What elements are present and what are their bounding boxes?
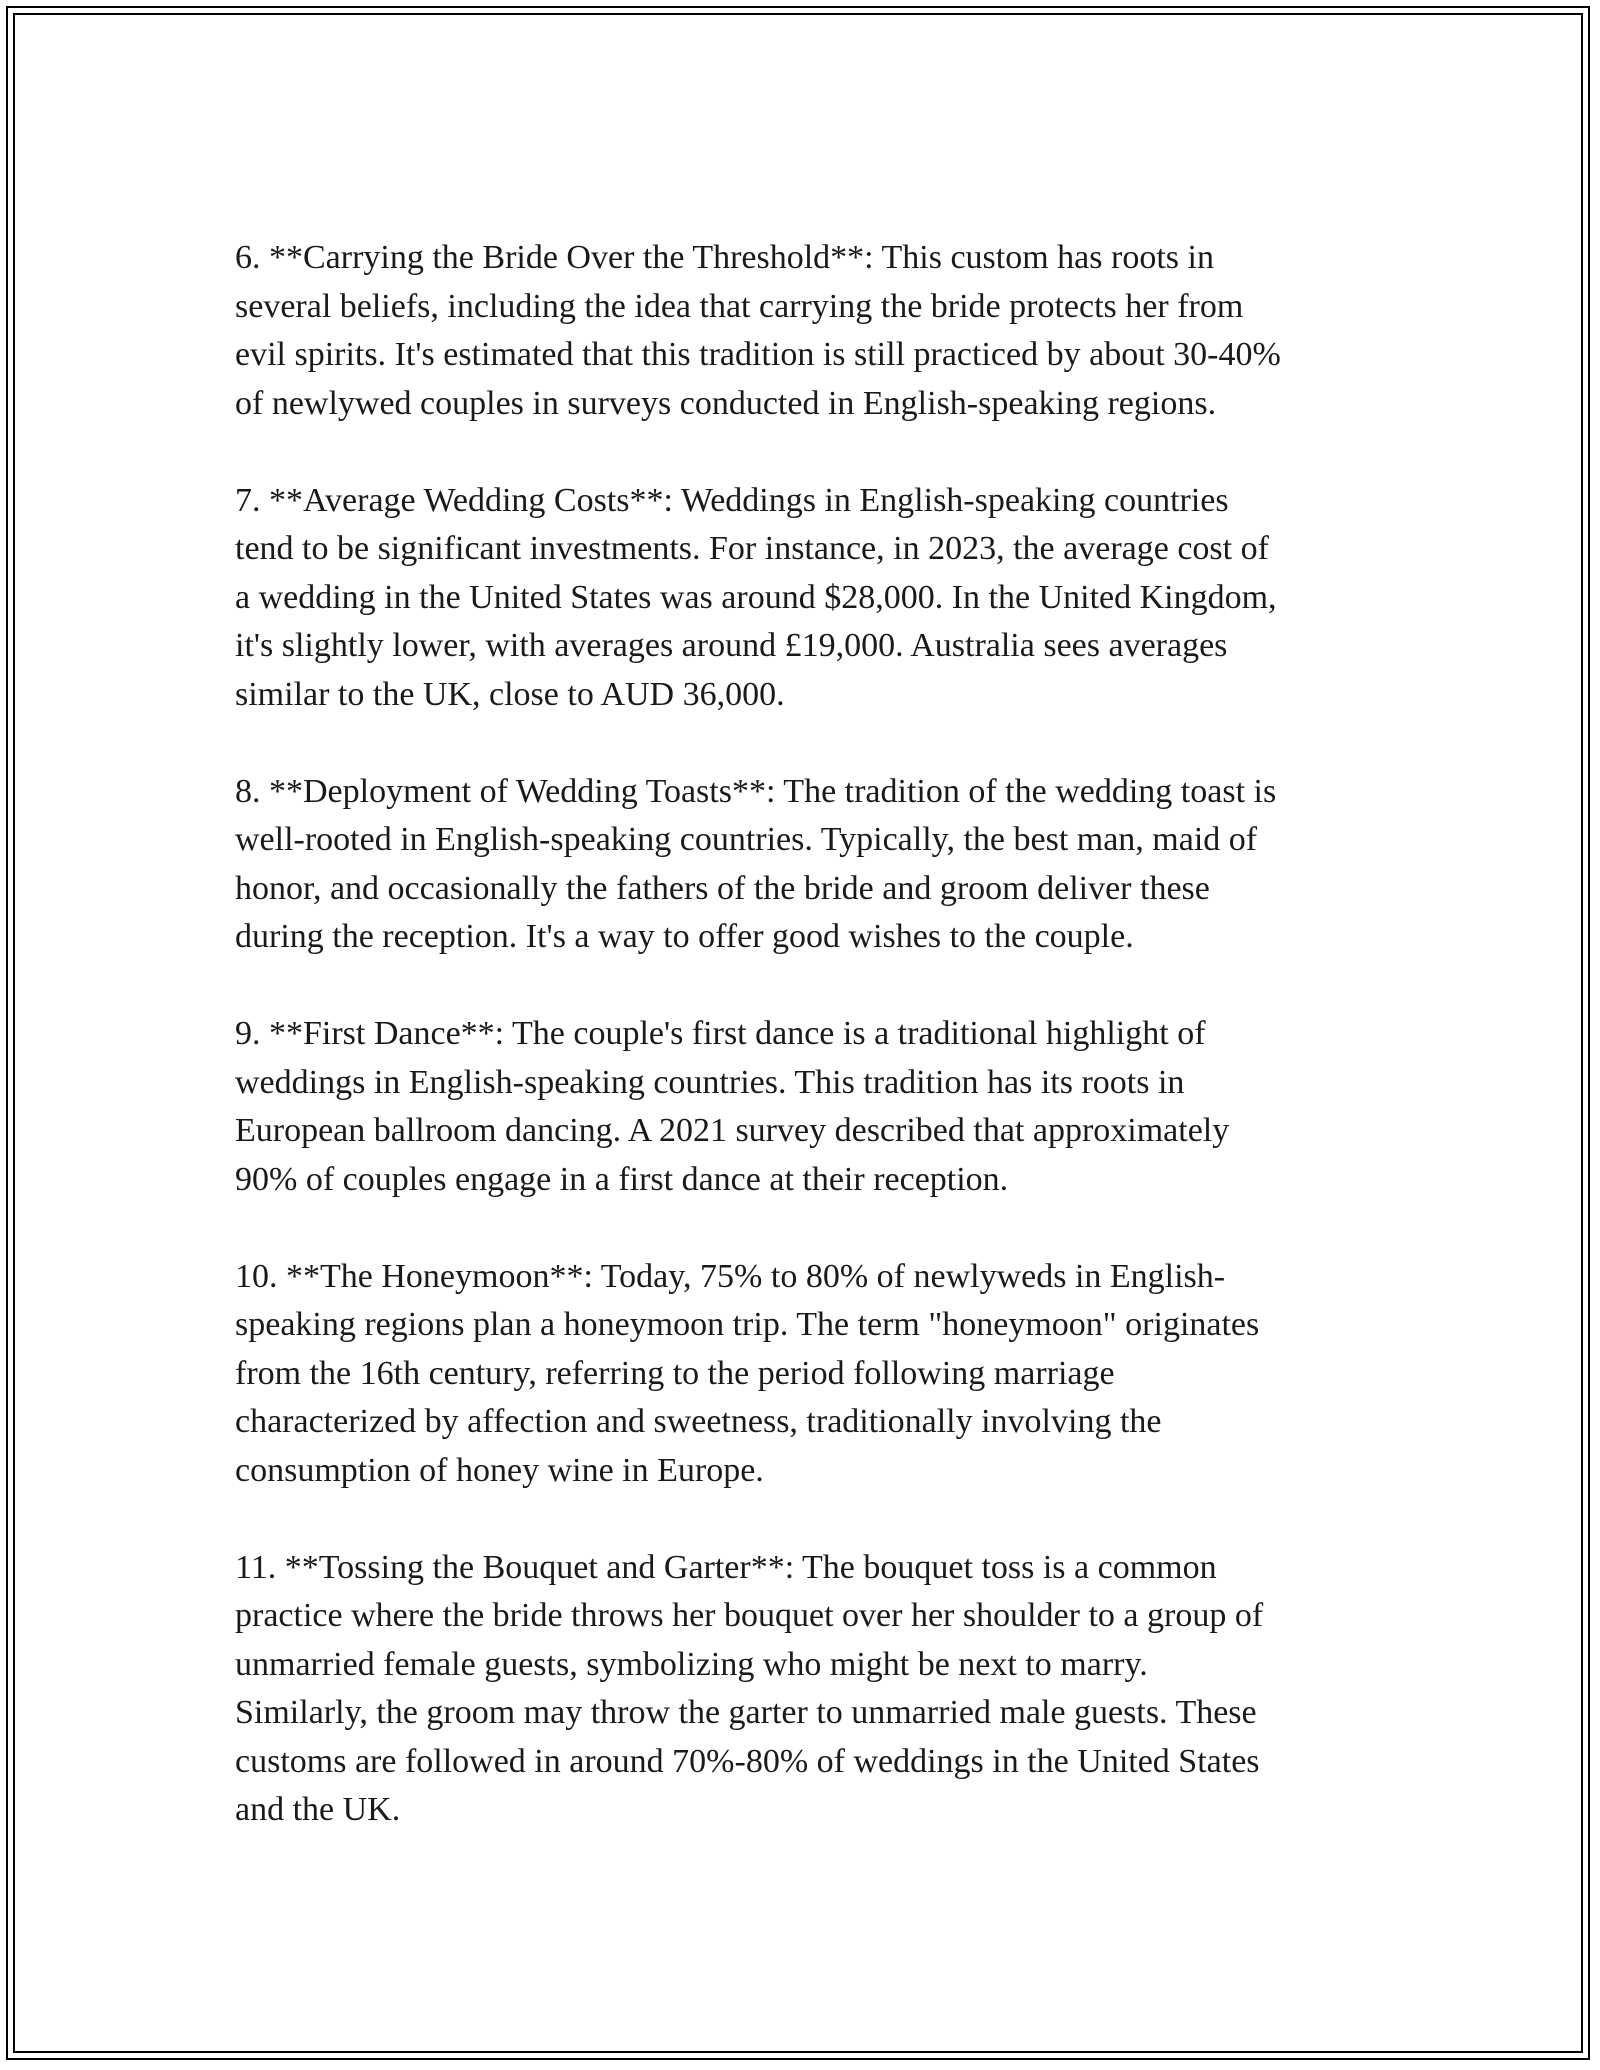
paragraph-first-dance: 9. **First Dance**: The couple's first dance is a traditional highlight of weddings in English-speaking countries. This tradition has its roots in European ballroom dancing. A 2021 survey described that approximately 90% of couples engage in a first dance at their reception. [235, 1015, 1230, 1198]
paragraph-wedding-costs: 7. **Average Wedding Costs**: Weddings in English-speaking countries tend to be significant investments. For instance, in 2023, the average cost of a wedding in the United States was around $28,000. In the United Kingdom, it's slightly lower, with averages around £19,000. Australia sees averages similar to the UK, close to AUD 36,000. [235, 481, 1277, 713]
document-body [235, 234, 1385, 1835]
paragraph-wedding-toasts: 8. **Deployment of Wedding Toasts**: The tradition of the wedding toast is well-rooted in English-speaking countries. Typically, the best man, maid of honor, and occasionally the fathers of the bride and groom deliver these during the reception. It's a way to offer good wishes to the couple. [235, 772, 1277, 955]
paragraph-honeymoon: 10. **The Honeymoon**: Today, 75% to 80% of newlyweds in English- speaking regions plan a honeymoon trip. The term "honeymoon" originates from the 16th century, referring to the period following marriage characterized by affection and sweetness, traditionally involving the consumption of honey wine in Europe. [235, 1257, 1260, 1489]
paragraph-bouquet-garter: 11. **Tossing the Bouquet and Garter**: The bouquet toss is a common practice where the bride throws her bouquet over her shoulder to a group of unmarried female guests, symbolizing who might be next to marry. Similarly, the groom may throw the garter to unmarried male guests. These customs are followed in around 70%-80% of weddings in the United States and the UK. [235, 1548, 1264, 1828]
paragraph-threshold: 6. **Carrying the Bride Over the Threshold**: This custom has roots in several beliefs, including the idea that carrying the bride protects her from evil spirits. It's estimated that this tradition is still practiced by about 30-40% of newlywed couples in surveys conducted in English-speaking regions. [235, 239, 1281, 422]
